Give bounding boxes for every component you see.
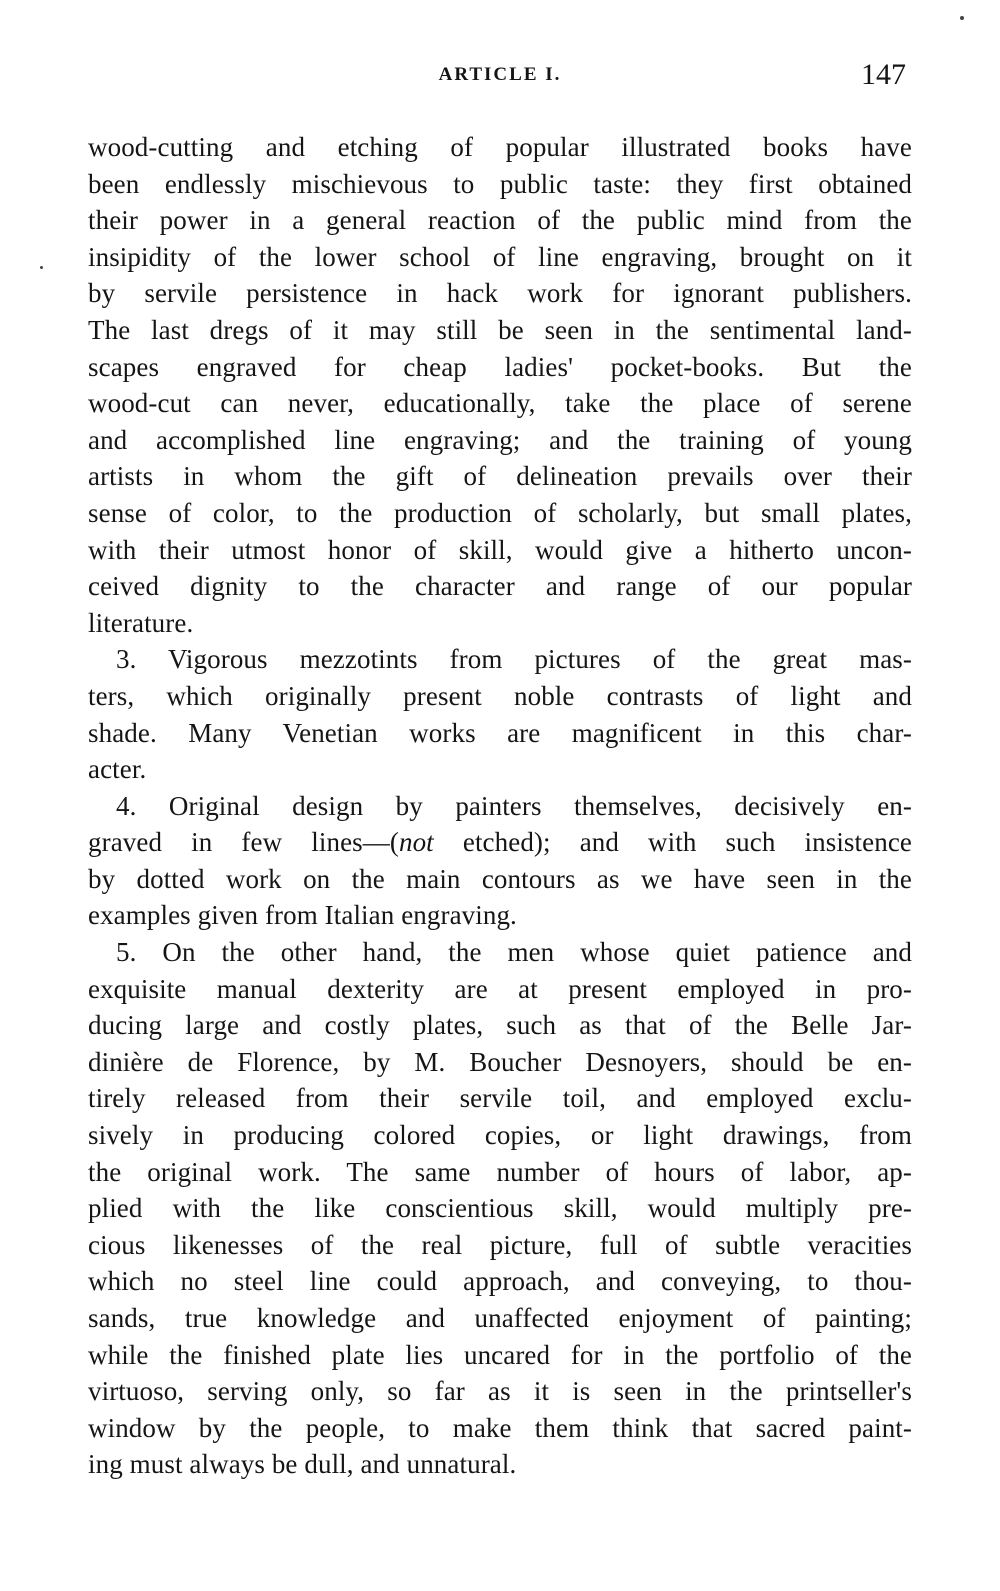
body-text bbox=[88, 129, 912, 1483]
page-number: 147 bbox=[861, 58, 906, 91]
paragraph-first-line: 5. On the other hand, the men whose quiet patience and bbox=[116, 937, 912, 968]
text-line: dinière de Florence, by M. Boucher Desnoyers, should be en- bbox=[88, 1046, 912, 1077]
paragraph-first-line: 3. Vigorous mezzotints from pictures of the great mas- bbox=[116, 644, 912, 675]
text-line: with their utmost honor of skill, would give a hitherto uncon- bbox=[88, 534, 912, 565]
running-head bbox=[88, 58, 912, 92]
text-line: literature. bbox=[88, 607, 194, 638]
text-line: the original work. The same number of hours of labor, ap- bbox=[88, 1156, 912, 1187]
text-line: virtuoso, serving only, so far as it is seen in the printseller's bbox=[88, 1376, 912, 1407]
text-line: sands, true knowledge and unaffected enjoyment of painting; bbox=[88, 1303, 912, 1333]
text-line: by servile persistence in hack work for ignorant publishers. bbox=[88, 278, 912, 309]
text-line: which no steel line could approach, and conveying, to thou- bbox=[88, 1266, 912, 1297]
text-line: window by the people, to make them think that sacred paint- bbox=[88, 1412, 912, 1443]
text-line: artists in whom the gift of delineation prevails over their bbox=[88, 461, 912, 492]
text-line: The last dregs of it may still be seen in the sentimental land- bbox=[88, 314, 912, 345]
text-line: insipidity of the lower school of line engraving, brought on it bbox=[88, 241, 912, 272]
italic-emphasis: not bbox=[398, 827, 434, 858]
text-line: examples given from Italian engraving. bbox=[88, 900, 517, 931]
text-line: plied with the like conscientious skill, would multiply pre- bbox=[88, 1193, 912, 1224]
text-line: sense of color, to the production of scholarly, but small plates, bbox=[88, 497, 912, 528]
text-line: by dotted work on the main contours as we have seen in the bbox=[88, 863, 912, 894]
text-line: shade. Many Venetian works are magnificent in this char- bbox=[88, 717, 912, 748]
text-line: graved in few lines—(not etched); and with such insistence bbox=[88, 827, 912, 858]
text-line: cious likenesses of the real picture, full of subtle veracities bbox=[88, 1229, 912, 1260]
text-line: tirely released from their servile toil, and employed exclu- bbox=[88, 1083, 912, 1114]
text-line: their power in a general reaction of the public mind from the bbox=[88, 205, 912, 236]
paragraph-first-line: 4. Original design by painters themselves, decisively en- bbox=[116, 790, 912, 821]
text-line: exquisite manual dexterity are at present employed in pro- bbox=[88, 973, 912, 1004]
text-line: ducing large and costly plates, such as that of the Belle Jar- bbox=[88, 1010, 912, 1041]
text-line: scapes engraved for cheap ladies' pocket-books. But the bbox=[88, 351, 912, 382]
text-line: while the finished plate lies uncared for in the portfolio of the bbox=[88, 1339, 912, 1370]
text-line: been endlessly mischievous to public taste: they first obtained bbox=[88, 168, 912, 199]
text-line: sively in producing colored copies, or light drawings, from bbox=[88, 1120, 912, 1151]
running-title: ARTICLE I. bbox=[438, 64, 562, 85]
text-line: ceived dignity to the character and range of our popular bbox=[88, 571, 912, 602]
scan-speck bbox=[960, 16, 964, 20]
text-line: and accomplished line engraving; and the training of young bbox=[88, 424, 912, 455]
text-line: wood-cutting and etching of popular illustrated books have bbox=[88, 132, 912, 162]
text-line: acter. bbox=[88, 754, 147, 785]
scan-speck bbox=[40, 266, 43, 269]
text-line: ters, which originally present noble contrasts of light and bbox=[88, 680, 912, 711]
text-line: wood-cut can never, educationally, take the place of serene bbox=[88, 388, 912, 419]
text-line: ing must always be dull, and unnatural. bbox=[88, 1449, 517, 1480]
